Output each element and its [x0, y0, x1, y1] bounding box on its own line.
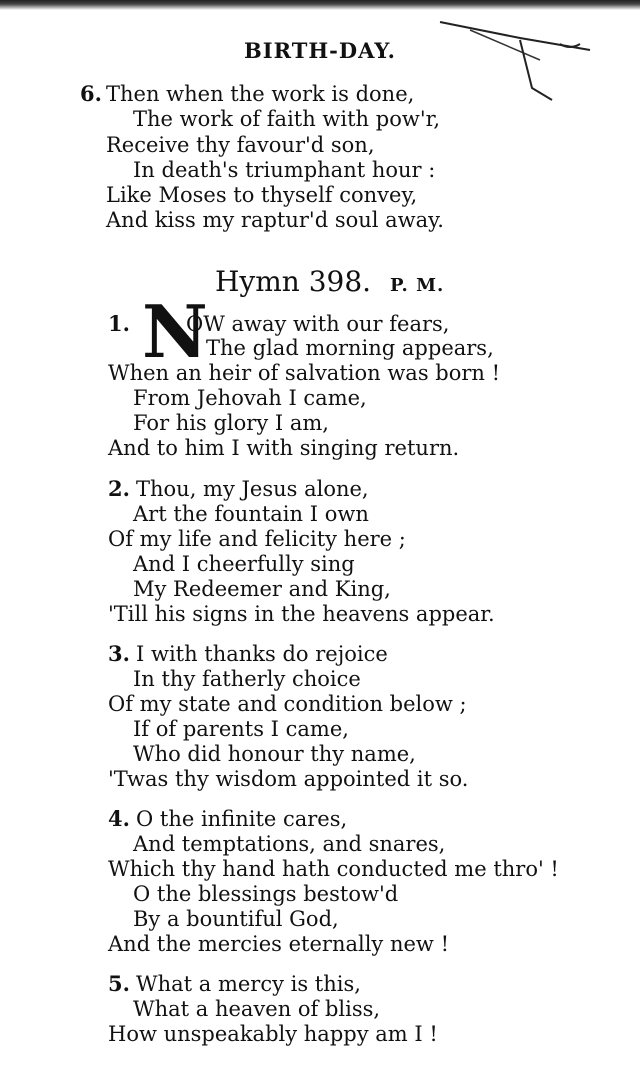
verse-line: Then when the work is done, [106, 82, 415, 106]
verse-line: And kiss my raptur'd soul away. [106, 208, 444, 232]
verse-line: The glad morning appears, [206, 336, 494, 360]
verse-line: By a bountiful God, [133, 907, 339, 931]
verse-line: Receive thy favour'd son, [106, 133, 375, 157]
verse-line: What a heaven of bliss, [133, 997, 381, 1021]
verse-line: What a mercy is this, [136, 972, 361, 996]
verse-line: Who did honour thy name, [133, 742, 416, 766]
verse-line: 'Twas thy wisdom appointed it so. [108, 767, 469, 791]
verse-line: In thy fatherly choice [133, 667, 361, 691]
verse-line: In death's triumphant hour : [133, 158, 436, 182]
verse-line: From Jehovah I came, [133, 386, 367, 410]
verse-line: For his glory I am, [133, 411, 329, 435]
verse-line: 'Till his signs in the heavens appear. [108, 602, 495, 626]
drop-cap: N [142, 289, 208, 374]
page-header: BIRTH-DAY. [244, 38, 396, 63]
hymn-title [215, 265, 444, 298]
verse-line: O the blessings bestow'd [133, 882, 399, 906]
stanza-number: 1. [108, 311, 130, 336]
verse-line: How unspeakably happy am I ! [108, 1022, 438, 1046]
verse-line: My Redeemer and King, [133, 577, 391, 601]
verse-line: Like Moses to thyself convey, [106, 183, 418, 207]
stanza-number: 2. [108, 476, 130, 501]
verse-line: And to him I with singing return. [108, 436, 460, 460]
verse-line: Of my life and felicity here ; [108, 527, 406, 551]
hymn-number: Hymn 398. [215, 265, 372, 298]
verse-line: When an heir of salvation was born ! [108, 361, 501, 385]
stanza-number: 5. [108, 971, 130, 996]
verse-line: Art the fountain I own [133, 502, 369, 526]
stanza-number: 3. [108, 641, 130, 666]
verse-line: Which thy hand hath conducted me thro' ! [108, 857, 559, 881]
verse-line: The work of faith with pow'r, [133, 107, 441, 131]
verse-line: And temptations, and snares, [133, 832, 446, 856]
stanza-number: 4. [108, 806, 130, 831]
verse-line: OW away with our fears, [186, 312, 450, 336]
verse-line: And I cheerfully sing [133, 552, 355, 576]
verse-line: And the mercies eternally new ! [108, 932, 450, 956]
verse-line: Thou, my Jesus alone, [136, 477, 369, 501]
stanza-number: 6. [80, 81, 102, 106]
verse-line: O the infinite cares, [136, 807, 348, 831]
verse-line: If of parents I came, [133, 717, 349, 741]
verse-line: Of my state and condition below ; [108, 692, 467, 716]
verse-line: I with thanks do rejoice [136, 642, 388, 666]
hymn-meter: P. M. [389, 275, 445, 296]
